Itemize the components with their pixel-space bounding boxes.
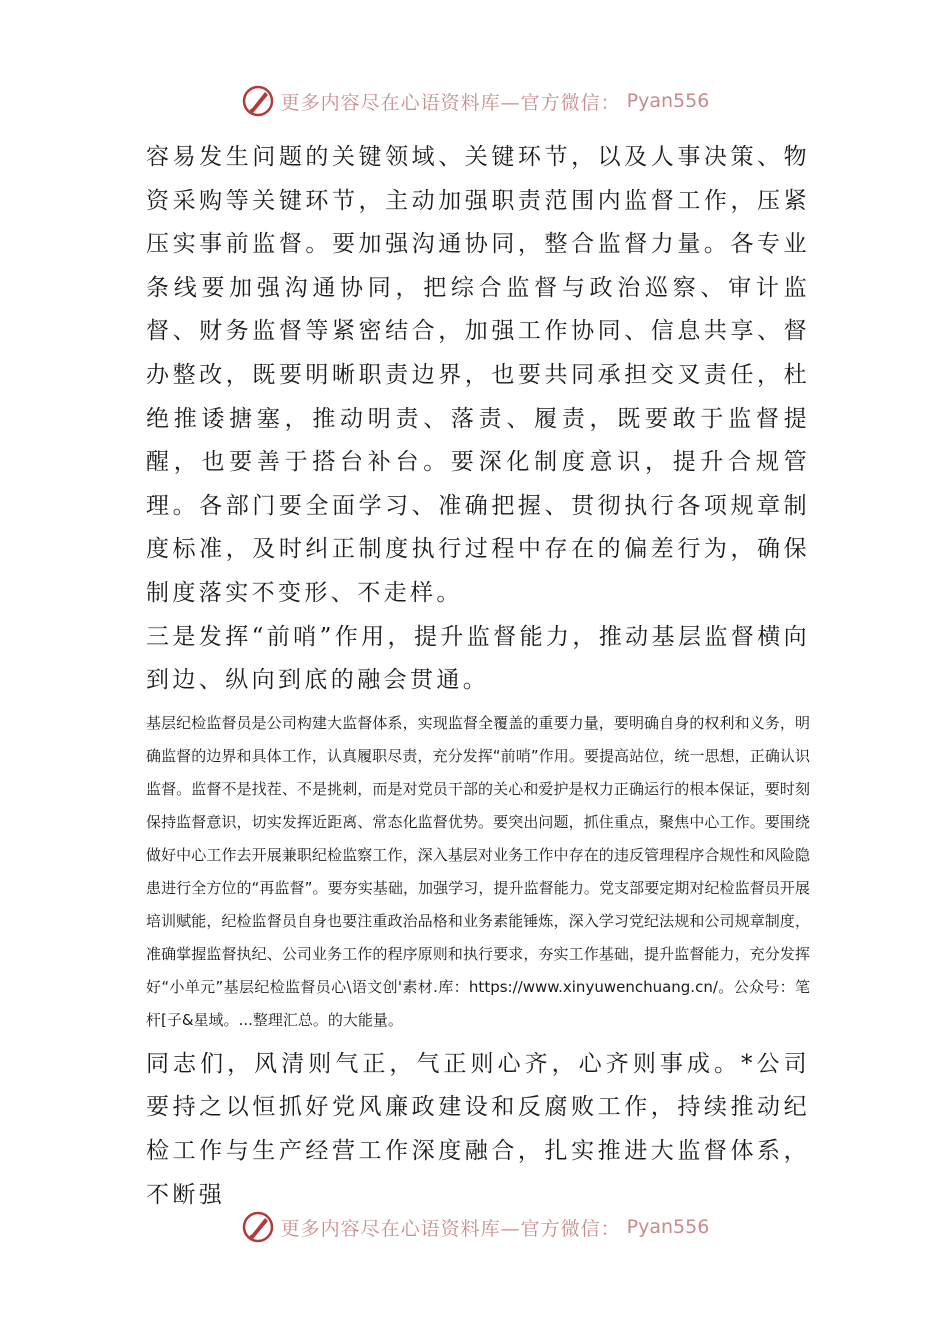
paragraph-3: 基层纪检监督员是公司构建大监督体系，实现监督全覆盖的重要力量，要明确自身的权利和义务，明确监督的边界和具体工作，认真履职尽责，充分发挥“前哨”作用。要提高站位，统一思想，正确认识监督。监督不是找茬、不是挑刺，而是对党员干部的关心和爱护是权力正确运行的根本保证，要时刻保持监督意识，切实发挥近距离、常态化监督优势。要突出问题，抓住重点，聚焦中心工作。要围绕做好中心工作去开展兼职纪检监察工作，深入基层对业务工作中存在的违反管理程序合规性和风险隐患进行全方位的“再监督”。要夯实基础，加强学习，提升监督能力。党支部要定期对纪检监督员开展培训赋能，纪检监督员自身也要注重政治品格和业务素能锤炼，深入学习党纪法规和公司规章制度，准确掌握监督执纪、公司业务工作的程序原则和执行要求，夯实工作基础，提升监督能力，充分发挥好“小单元”基层纪检监督员心\语文创'素材.库：https://www.xinyuwenchuang.cn/。公众号：笔杆[子&星域。...整理汇总。的大能量。 <box>146 713 810 1029</box>
quill-logo-icon <box>241 84 275 118</box>
watermark-text: 更多内容尽在心语资料库—官方微信： <box>280 91 621 114</box>
paragraph-2: 三是发挥“前哨”作用，提升监督能力，推动基层监督横向到边、纵向到底的融会贯通。 <box>146 623 810 694</box>
watermark-id: Pyan556 <box>626 1216 710 1238</box>
paragraph-1: 容易发生问题的关键领域、关键环节，以及人事决策、物资采购等关键环节，主动加强职责范围内监督工作，压紧压实事前监督。要加强沟通协同，整合监督力量。各专业条线要加强沟通协同，把综合监督与政治巡察、审计监督、财务监督等紧密结合，加强工作协同、信息共享、督办整改，既要明晰职责边界，也要共同承担交叉责任，杜绝推诿搪塞，推动明责、落责、履责，既要敢于监督提醒，也要善于搭台补台。要深化制度意识，提升合规管理。各部门要全面学习、准确把握、贯彻执行各项规章制度标准，及时纠正制度执行过程中存在的偏差行为，确保制度落实不变形、不走样。 <box>146 144 810 606</box>
watermark-id: Pyan556 <box>626 90 710 112</box>
header-watermark <box>0 84 950 118</box>
document-body <box>146 136 810 1217</box>
watermark-text: 更多内容尽在心语资料库—官方微信： <box>280 1217 621 1240</box>
paragraph-4: 同志们，风清则气正，气正则心齐，心齐则事成。*公司要持之以恒抓好党风廉政建设和反腐败工作，持续推动纪检工作与生产经营工作深度融合，扎实推进大监督体系，不断强 <box>146 1050 810 1208</box>
footer-watermark <box>0 1210 950 1244</box>
quill-logo-icon <box>241 1210 275 1244</box>
